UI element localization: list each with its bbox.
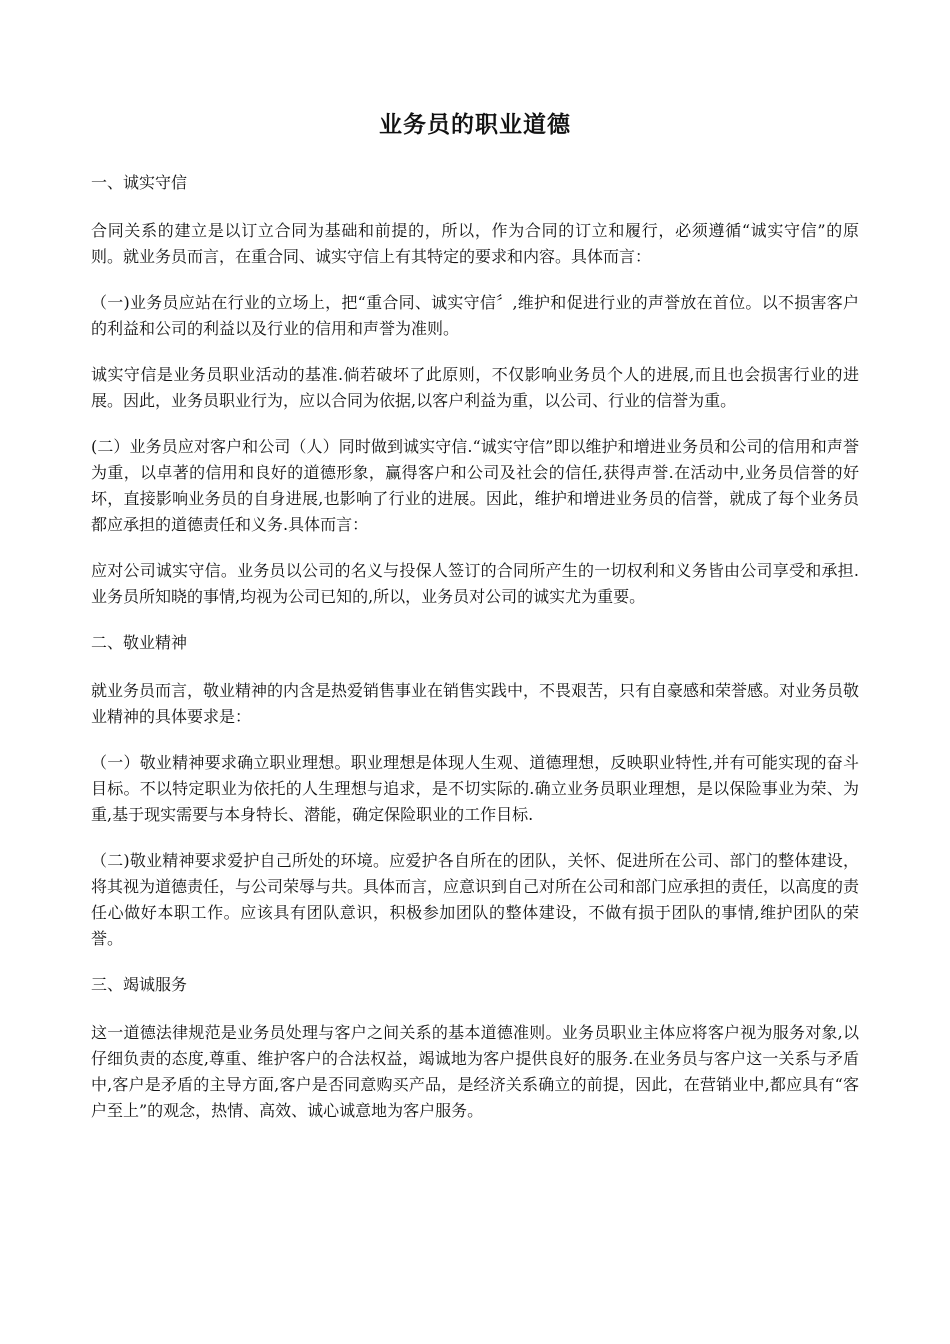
paragraph: 这一道德法律规范是业务员处理与客户之间关系的基本道德准则。业务员职业主体应将客户视为服务对象,以仔细负责的态度,尊重、维护客户的合法权益，竭诚地为客户提供良好的服务.在业务员与客户这一关系与矛盾中,客户是矛盾的主导方面,客户是否同意购买产品，是经济关系确立的前提，因此，在营销业中,都应具有“客户至上”的观念，热情、高效、诚心诚意地为客户服务。 xyxy=(91,1023,859,1120)
paragraph: （一）敬业精神要求确立职业理想。职业理想是体现人生观、道德理想，反映职业特性,并有可能实现的奋斗目标。不以特定职业为依托的人生理想与追求，是不切实际的.确立业务员职业理想，是以保险事业为荣、为重,基于现实需要与本身特长、潜能，确定保险职业的工作目标. xyxy=(91,753,859,824)
paragraph: (二）业务员应对客户和公司（人）同时做到诚实守信.“诚实守信”即以维护和增进业务员和公司的信用和声誉为重，以卓著的信用和良好的道德形象，赢得客户和公司及社会的信任,获得声誉.在活动中,业务员信誉的好坏，直接影响业务员的自身进展,也影响了行业的进展。因此，维护和增进业务员的信誉，就成了每个业务员都应承担的道德责任和义务.具体而言： xyxy=(91,437,859,534)
section-heading-3: 三、竭诚服务 xyxy=(91,975,188,994)
paragraph: 合同关系的建立是以订立合同为基础和前提的，所以，作为合同的订立和履行，必须遵循“诚实守信”的原则。就业务员而言，在重合同、诚实守信上有其特定的要求和内容。具体而言： xyxy=(91,221,859,266)
document-title: 业务员的职业道德 xyxy=(379,112,571,138)
paragraph: （一)业务员应站在行业的立场上，把“重合同、诚实守信〞,维护和促进行业的声誉放在首位。以不损害客户的利益和公司的利益以及行业的信用和声誉为准则。 xyxy=(91,293,859,338)
paragraph: 就业务员而言，敬业精神的内含是热爱销售事业在销售实践中，不畏艰苦，只有自豪感和荣誉感。对业务员敬业精神的具体要求是： xyxy=(91,681,860,726)
paragraph: 诚实守信是业务员职业活动的基准.倘若破坏了此原则，不仅影响业务员个人的进展,而且也会损害行业的进展。因此，业务员职业行为，应以合同为依据,以客户利益为重，以公司、行业的信誉为重。 xyxy=(91,365,859,410)
document-page xyxy=(91,108,859,1144)
section-heading-1: 一、诚实守信 xyxy=(91,173,188,192)
paragraph: 应对公司诚实守信。业务员以公司的名义与投保人签订的合同所产生的一切权利和义务皆由公司享受和承担.业务员所知晓的事情,均视为公司已知的,所以，业务员对公司的诚实尤为重要。 xyxy=(91,561,859,606)
paragraph: （二)敬业精神要求爱护自己所处的环境。应爱护各自所在的团队，关怀、促进所在公司、部门的整体建设，将其视为道德责任，与公司荣辱与共。具体而言，应意识到自己对所在公司和部门应承担的责任，以高度的责任心做好本职工作。应该具有团队意识，积极参加团队的整体建设，不做有损于团队的事情,维护团队的荣誉。 xyxy=(91,851,860,948)
section-heading-2: 二、敬业精神 xyxy=(91,633,188,652)
